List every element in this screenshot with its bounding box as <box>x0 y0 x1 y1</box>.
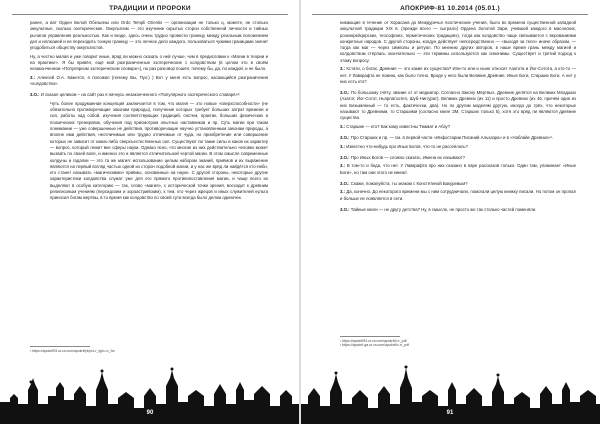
interview-answer <box>340 90 576 121</box>
interview-answer <box>340 135 576 141</box>
speaker-label: 3.: <box>340 189 346 195</box>
speaker-label: 3.О.: <box>340 154 350 160</box>
right-page-text <box>340 20 576 216</box>
paragraph-text: Да, конечно. До некоторого времени мы с ним сотрудничали, помогали целую книжку писали. Но потом он пропал и больше не появляется в сети. <box>340 189 576 201</box>
right-page <box>300 0 600 424</box>
interview-question <box>340 66 576 85</box>
speaker-label: 3.: <box>340 143 346 149</box>
interview-question <box>340 144 576 150</box>
right-running-header: АПОКРИФ-81 10.2014 (05.01.) <box>400 5 500 12</box>
left-running-header: ТРАДИЦИИ И ПРОРОКИ <box>109 5 191 12</box>
paragraph-text: Скажи, пожалуйста, ты знаком с Констетиной Бакуревым? <box>350 180 468 186</box>
paragraph-text: Кстати, о богах. Древние — это какие их существа? Или-то или и ныне относит Азатота и Йог-Сотота, а кто-то — нет. У Лавкрафта не помню, как было точно. Вроде у него были Великие Древние, Иные Боги, Старшие Боги. А нет у них есть кто? <box>340 66 576 84</box>
interview-answer <box>30 92 268 98</box>
paragraph-text: Про Старших и пр. — см. в первой части «Инфостарии Писаний Альхазра» и в «Наблайе Древних»². <box>350 135 554 141</box>
speaker-label: 3.: <box>340 163 346 169</box>
speaker-label: 3.О.: <box>340 180 350 186</box>
paragraph-text: Известно что-нибудь про Иных Богов, что-то не рассеялось? <box>346 143 468 149</box>
speaker-label: 3.О.: <box>340 90 350 96</box>
speaker-label: 3.О.: <box>340 207 350 213</box>
book-gutter <box>299 0 301 424</box>
footnote-rule <box>30 346 90 347</box>
interview-question <box>340 124 576 130</box>
body-paragraph: никающие в течение от Хорасана до Междуречья гностические учения, было во времена существенной западной оккультной традиции XIX в. (прежде всего — сыграло) Ордена Золотой Зари, учившей каждого в масонских, розенкрейцерских, теософских, герметических традициях), тогда как колдовство чаще связывается с верованиями конкретных народов. С другой стороны, колдун действует непосредственно — «выходя за тело» иначе образом, — тогда как маг — через символы и ритуал. По мнению других авторов, в наше время грань между магией и колдовством стёрлась окончательно — эти термины используются как синонимы. Существует и третий подход к этому вопросу. <box>340 20 576 63</box>
speaker-label: 3.: <box>340 66 346 72</box>
left-page-text <box>30 20 268 204</box>
right-footnotes <box>340 336 578 347</box>
body-paragraph: ранее, а ват Орден Белой Обезьяны или Ordo Templi Orientis — организации не только ц, можете, не столько оккультные, сколько эзотерические. Оккультизм — это изучение скрытых сторон собственной личности и тайных рычагов управления реальностью. Как и везде, здесь очень трудно провести границу между реальным положением дел и иллюзией и не переходить тонкую границу — это личное дело каждого, пользоваться чужими границами значит уподобиться обществу оккультистов. <box>30 20 268 51</box>
interview-answer <box>340 181 576 187</box>
speaker-label: 3.О.: <box>340 135 350 141</box>
left-page-number: 90 <box>146 410 154 416</box>
paragraph-text: Старшие — кто? Как кому известны Тиамат и Абзу? <box>346 123 451 129</box>
right-page-number: 91 <box>446 410 454 416</box>
left-header-rule <box>12 14 288 15</box>
left-footnote-text: ¹ https://apokrif93.ur-ra.com/apokrif/php/o-r_tg/o-ro_9a <box>30 348 115 353</box>
paragraph-text: В том-то и беда, что нет. У Лавкрафта про них сказано в паре рассказов только. Один там, упоминает «Иные Боги», но там они этого не имеют. <box>340 163 576 175</box>
interview-answer <box>340 155 576 161</box>
speaker-label: 3.: <box>340 123 346 129</box>
paragraph-text: И сказал целиком – на сайт раз я начнусь незаконченного «Популярного эзотерического словаря»¹: <box>40 92 241 98</box>
interview-question <box>340 163 576 176</box>
paragraph-text: По большому счёту, звание от от медиатор. Согласно Закону Мёртвых, Древние делятся на Великих Младших (Азатот, Йог-Сотот, Ньярлатхотеп, Шуб-Ниггурат), Великих Древних (их 11) и просто Древних (их 46, причём один из них Безымянный — то есть, фактически, два). Но по другим моделям другую, иногда до трёх, что некоторые называют то Древними, то Старшими (согласно книге ЗМ, Старших только 5), хотя это вряд ли являются древние существа. <box>340 90 576 121</box>
body-paragraph: Ну, а честно малая и уже говорит иные, вряд ли можно сказать о ней лучше, чем в предисловии к «Магии в теории и на практике». Я бы привёл, ещё мой разграниченные эзотерические с колдовством (в целом это в своём незаконченном «Популярном эзотерическом словаре»), но раз разговор пошёл, почему бы, да, по каждой, и не было. <box>30 53 268 72</box>
right-footnote-1: ¹ https://apokrif93.ur-ra.com/apokrif/o-r_pdf <box>340 338 407 343</box>
paragraph-text: Про Иных Богов — сложно сказать. Имена их называют? <box>350 154 465 160</box>
paragraph-text: Алексей О.А. Кажется, я положил (почему Вы, Пух:) ) Вот у меня есть вопрос, касающийся разграничения «колдовство». <box>30 74 268 87</box>
interview-answer <box>340 207 576 213</box>
speaker-label: 3.: <box>30 74 36 80</box>
interview-question <box>340 189 576 202</box>
quoted-block: Чуть более продуманная концепция заключается в том, что магия — это новые «сверхспособности» (не обязательно противоречащие законам природы), получение которых требует больших затрат времени и сил, работы над собой, изучения соответствующих традиций, систем, практик, больших физических и психических тренировок, обучения под присмотром опытных наставников и пр. Суть магии при таком понимании — уже совершенные не действия, противоречащие научно установленным законам природы, а вполне ими действия, неотличимые или трудно отличимые от чуда, но приобретение или совершение которых не зависит от каких-либо сверхъестественных сил. Существуют ли такие силы и каков их характер — вопрос, который лежит вне сферы науки. Однако ясно, что многие из них действительно человек может вызвать по своей воле, и именно это и является отличительной чертой магии. В этом смысле современные колдуны и гадалки — это та же магия: использование целым набором знаний, приёмов и их выражение являются на первый взгляд частью одной из сторон подобной магии, и у нас же вряд ли найдётся кто-либо, кто станет называть «магическими» приёмы, основанные на науке. С другой стороны, некоторые другие характеристики колдовства служат уже для его прямого противопоставления магии, и чаще всего их выделяют в особую категорию — так, слово «магия», с исторической точки зрения, восходит к древним религиозным учениям (персидским и зороастрийским), к тем, кто через жрецов и иных служителей культа приносил богам жертвы, в то время как колдовство по своей сути всегда было делом одиночек. <box>50 100 268 201</box>
right-header-rule <box>312 14 588 15</box>
right-footnote-2: ² https://apokrif-ga.ur-ra.com/apokrif/o-rr_pdf <box>340 342 409 347</box>
left-footnote <box>30 346 268 353</box>
paragraph-text: Тайные книги — не другу детства? Ну, в смысле, не просто же так столько частей поменяли. <box>350 207 537 213</box>
speaker-label: 3.О.: <box>30 92 40 98</box>
interview-question <box>30 75 268 88</box>
footnote-rule <box>340 336 400 337</box>
